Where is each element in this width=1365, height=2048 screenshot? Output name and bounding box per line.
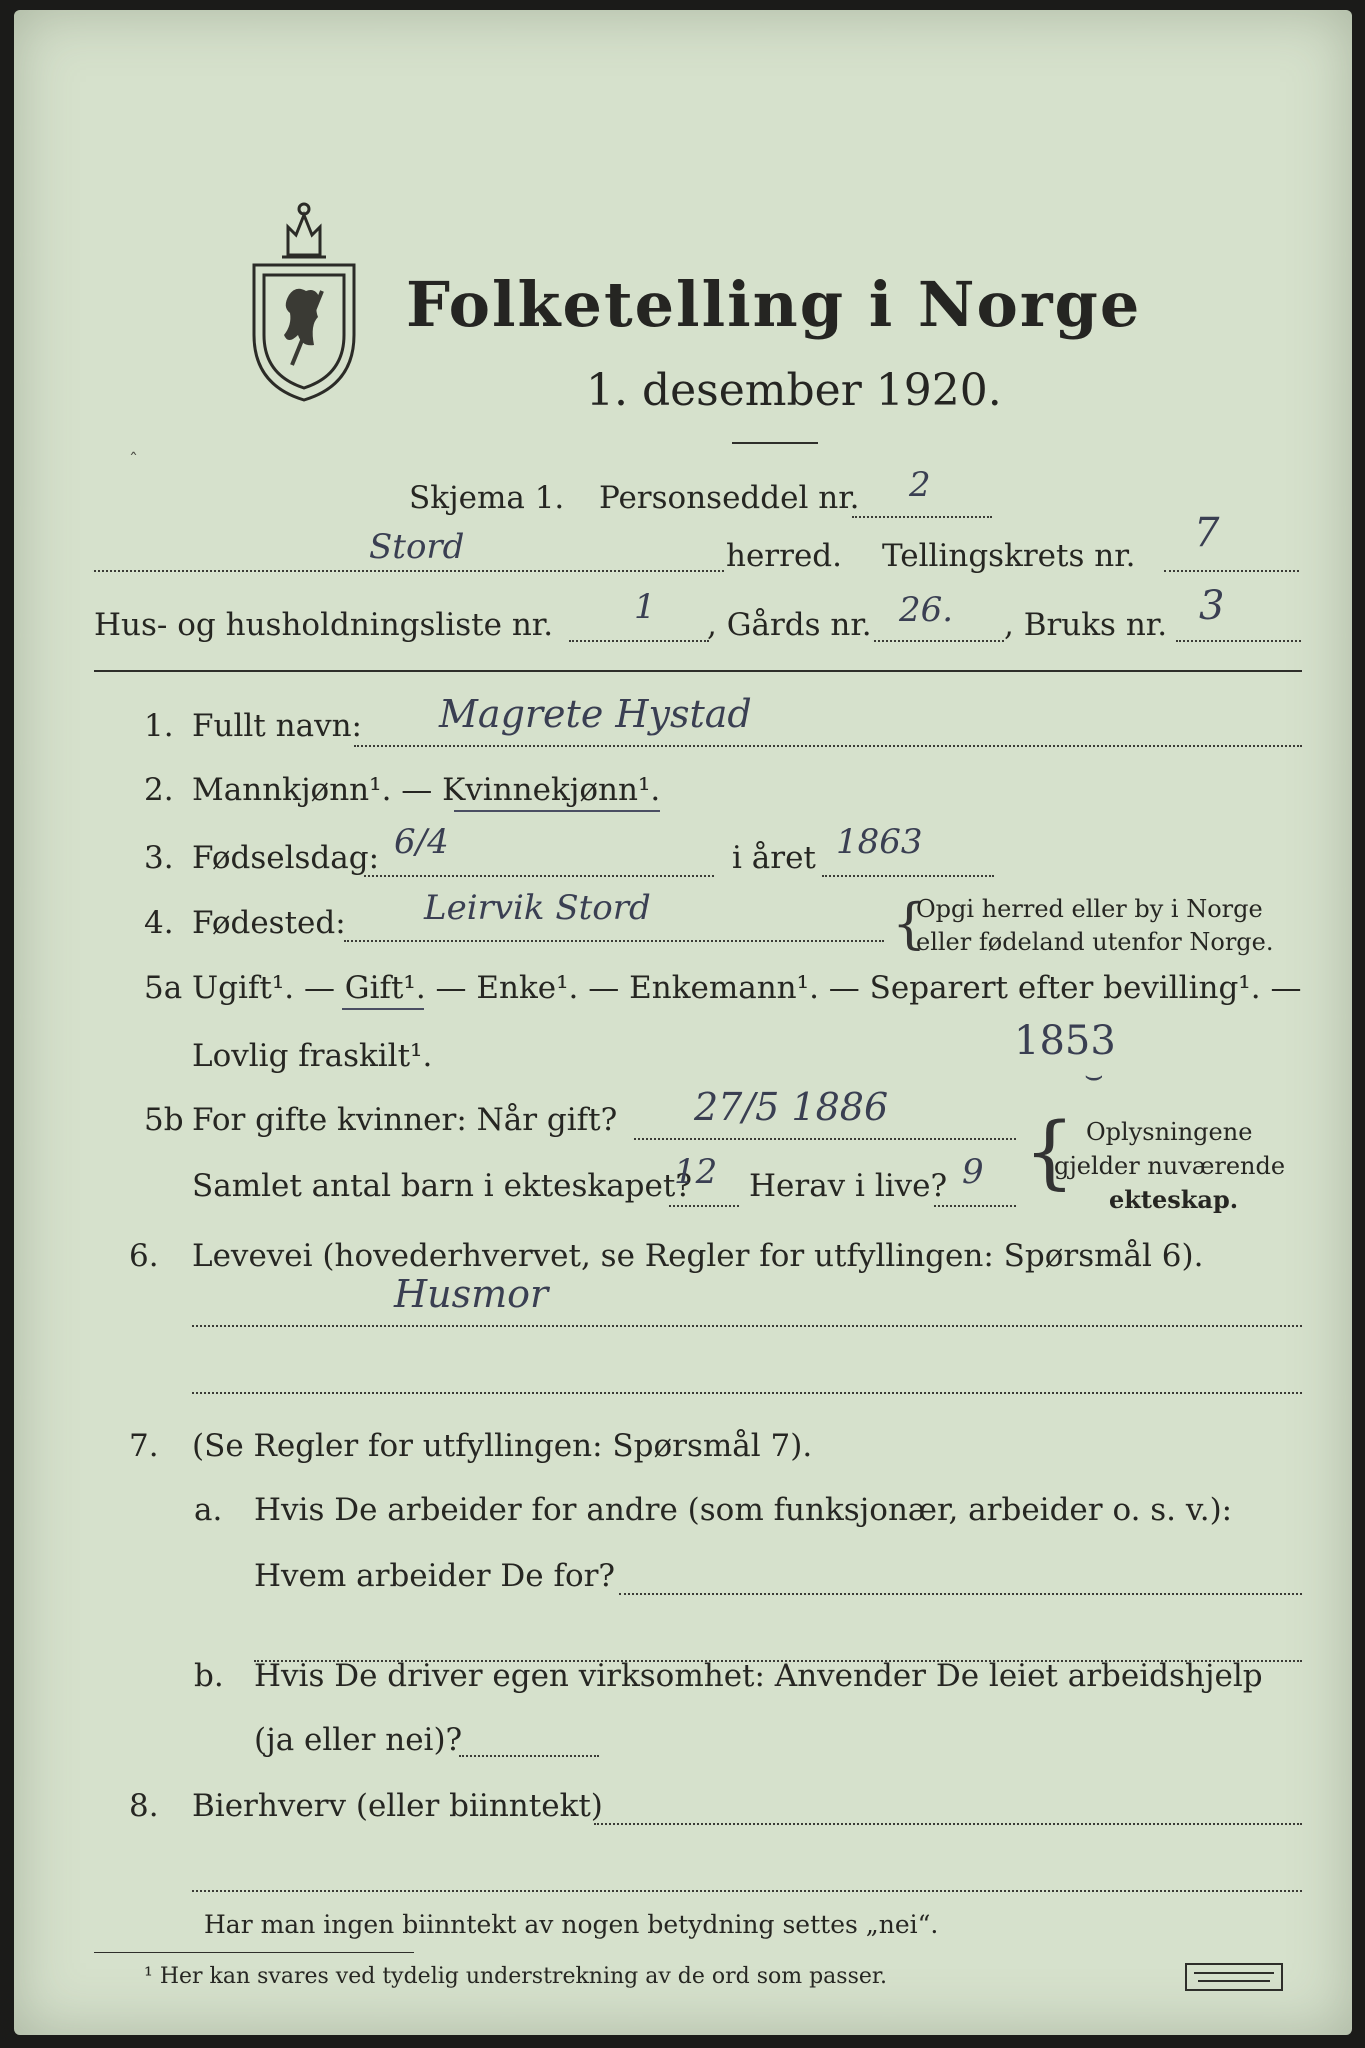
q5b-married-date-value[interactable]: 27/5 1886: [694, 1085, 889, 1129]
q7b-label: Hvis De driver egen virksomhet: Anvender De leiet arbeidshjelp: [254, 1658, 1263, 1694]
q1-number: 1.: [144, 708, 174, 744]
tellingskrets-label: Tellingskrets nr.: [882, 538, 1136, 574]
q5b-number: 5b: [144, 1102, 184, 1138]
herred-value[interactable]: Stord: [369, 527, 465, 567]
q4-note-line-2: eller fødeland utenfor Norge.: [916, 928, 1274, 956]
q7a-label: Hvis De arbeider for andre (som funksjonær, arbeider o. s. v.):: [254, 1492, 1233, 1528]
q3-year-field-line: [822, 875, 994, 877]
q1-full-name-value[interactable]: Magrete Hystad: [439, 692, 752, 736]
census-form-sheet: [14, 10, 1352, 2035]
q4-field-line: [344, 940, 884, 942]
q7a-number: a.: [194, 1492, 223, 1528]
herred-field-line: [94, 570, 724, 572]
norway-coat-of-arms-icon: [244, 195, 364, 405]
q5a-lovlig-fraskilt: Lovlig fraskilt¹.: [192, 1038, 433, 1074]
biinntekt-note: Har man ingen biinntekt av nogen betydning settes „nei“.: [204, 1910, 939, 1939]
q7-label: (Se Regler for utfyllingen: Spørsmål 7).: [192, 1428, 813, 1464]
margin-mark: ˆ: [129, 450, 138, 471]
q4-birthplace-value[interactable]: Leirvik Stord: [424, 888, 651, 928]
q5a-marital-options: Ugift¹. — Gift¹. — Enke¹. — Enkemann¹. — Separert efter bevilling¹. —: [192, 970, 1302, 1006]
q5b-label: For gifte kvinner: Når gift?: [192, 1102, 618, 1138]
q5a-annotation-mark: ⌣: [1084, 1058, 1104, 1093]
q5b-note-line-2: gjelder nuværende: [1054, 1152, 1286, 1180]
census-date: 1. desember 1920.: [586, 365, 1002, 416]
q3-number: 3.: [144, 840, 174, 876]
q7a-label-2: Hvem arbeider De for?: [254, 1558, 616, 1594]
schema-label: Skjema 1.: [409, 480, 565, 516]
footnote-divider: [94, 1952, 414, 1953]
hus-value[interactable]: 1: [634, 587, 656, 627]
footnote: ¹ Her kan svares ved tydelig understrekning av de ord som passer.: [144, 1964, 887, 1989]
q5b-alive-label: Herav i live?: [749, 1168, 948, 1204]
printer-stamp-icon: [1184, 1962, 1284, 1992]
q4-number: 4.: [144, 905, 174, 941]
q4-note-line-1: Opgi herred eller by i Norge: [916, 895, 1263, 923]
q5b-alive-field-line: [934, 1205, 1016, 1207]
q7-number: 7.: [129, 1428, 159, 1464]
q6-number: 6.: [129, 1238, 159, 1274]
q5b-note-line-3: ekteskap.: [1109, 1185, 1239, 1214]
q5b-alive-value[interactable]: 9: [962, 1152, 984, 1192]
q8-number: 8.: [129, 1788, 159, 1824]
q3-birth-year-value[interactable]: 1863: [836, 822, 923, 862]
q7b-field-line[interactable]: [459, 1755, 599, 1757]
q5b-field-line: [634, 1138, 1016, 1140]
tellingskrets-field-line: [1164, 570, 1299, 572]
header-divider: [94, 670, 1302, 672]
personseddel-field-line: [852, 516, 992, 518]
q2-kvinnekjonn-underline: [454, 810, 660, 812]
form-title: Folketelling i Norge: [406, 268, 1142, 341]
q8-label: Bierhverv (eller biinntekt): [192, 1788, 603, 1824]
hus-field-line: [569, 640, 709, 642]
q3-year-label: i året: [732, 840, 816, 876]
q6-label: Levevei (hovederhvervet, se Regler for utfyllingen: Spørsmål 6).: [192, 1238, 1204, 1274]
q8-field-line-2[interactable]: [192, 1890, 1302, 1892]
personseddel-value[interactable]: 2: [909, 465, 931, 505]
q6-field-line-1: [192, 1325, 1302, 1327]
title-divider: [732, 442, 818, 444]
q5a-gift-underline: [342, 1008, 424, 1010]
q5b-bracket: {: [1024, 1105, 1075, 1198]
q5b-children-label: Samlet antal barn i ekteskapet?: [192, 1168, 692, 1204]
tellingskrets-value[interactable]: 7: [1194, 510, 1220, 556]
q7b-label-2: (ja eller nei)?: [254, 1722, 463, 1758]
herred-label: herred.: [726, 538, 842, 574]
gards-label: , Gårds nr.: [707, 607, 872, 643]
q6-occupation-value[interactable]: Husmor: [394, 1272, 549, 1316]
bruks-label: , Bruks nr.: [1004, 607, 1168, 643]
q1-field-line: [354, 745, 1302, 747]
q5b-note-line-1: Oplysningene: [1086, 1118, 1253, 1146]
q3-label: Fødselsdag:: [192, 840, 380, 876]
gards-field-line: [874, 640, 1004, 642]
q5b-children-field-line: [669, 1205, 739, 1207]
q8-field-line-1[interactable]: [594, 1823, 1302, 1825]
hus-label: Hus- og husholdningsliste nr.: [94, 607, 554, 643]
q3-field-line: [364, 875, 714, 877]
gards-value[interactable]: 26.: [899, 590, 954, 630]
q4-label: Fødested:: [192, 905, 346, 941]
q7a-field-line-1[interactable]: [619, 1593, 1302, 1595]
q5b-children-value[interactable]: 12: [674, 1152, 718, 1192]
bruks-value[interactable]: 3: [1199, 583, 1225, 629]
q1-label: Fullt navn:: [192, 708, 362, 744]
personseddel-label: Personseddel nr.: [599, 480, 860, 516]
q4-bracket: {: [892, 892, 927, 955]
q7b-number: b.: [194, 1658, 224, 1694]
q2-gender-options: Mannkjønn¹. — Kvinnekjønn¹.: [192, 772, 661, 808]
bruks-field-line: [1176, 640, 1301, 642]
q5a-number: 5a: [144, 970, 183, 1006]
q2-number: 2.: [144, 772, 174, 808]
q6-field-line-2: [192, 1392, 1302, 1394]
q5a-annotation-year: 1853: [1014, 1018, 1116, 1064]
q3-birthdate-value[interactable]: 6/4: [394, 822, 449, 862]
